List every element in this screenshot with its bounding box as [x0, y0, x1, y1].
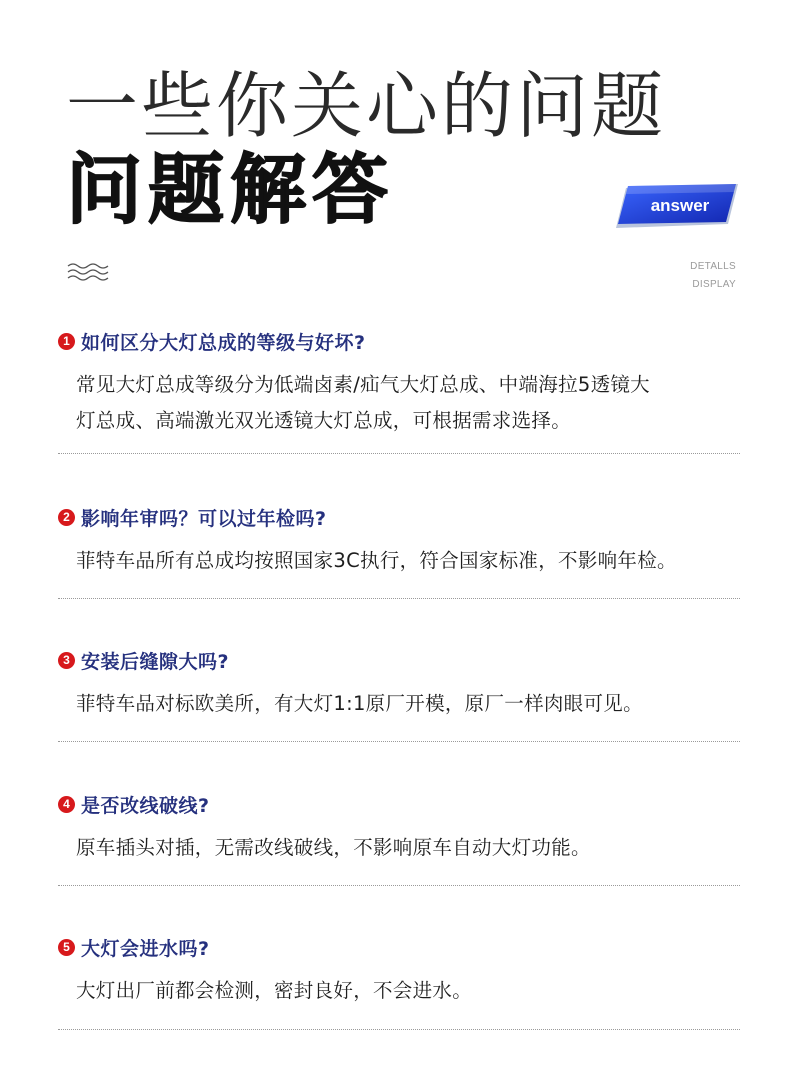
- answer-badge: [616, 184, 740, 228]
- faq-question-row: [58, 790, 740, 818]
- dotted-divider: [58, 885, 740, 886]
- faq-answer: [76, 543, 740, 579]
- faq-question-row: [58, 327, 740, 355]
- faq-answer-line: 灯总成、高端激光双光透镜大灯总成，可根据需求选择。: [76, 409, 572, 432]
- faq-question: 如何区分大灯总成的等级与好坏?: [81, 331, 366, 354]
- details-line-1: DETALLS: [690, 261, 736, 272]
- faq-answer-line: 菲特车品对标欧美所，有大灯1:1原厂开模，原厂一样肉眼可见。: [76, 692, 643, 715]
- number-badge-icon: 5: [58, 939, 75, 956]
- faq-item-2: [58, 503, 740, 579]
- wave-icon: [67, 262, 111, 282]
- dotted-divider: [58, 741, 740, 742]
- faq-item-5: [58, 933, 740, 1009]
- faq-answer-line: 菲特车品所有总成均按照国家3C执行，符合国家标准，不影响年检。: [76, 549, 677, 572]
- page-title-light: 一些你关心的问题: [66, 64, 667, 148]
- faq-answer: [76, 686, 740, 722]
- dotted-divider: [58, 453, 740, 454]
- page-title-bold: 问题解答: [66, 145, 394, 234]
- number-badge-icon: 1: [58, 333, 75, 350]
- faq-answer-line: 原车插头对插，无需改线破线，不影响原车自动大灯功能。: [76, 836, 591, 859]
- dotted-divider: [58, 1029, 740, 1030]
- faq-answer-line: 大灯出厂前都会检测，密封良好，不会进水。: [76, 979, 473, 1002]
- faq-question: 大灯会进水吗?: [81, 937, 210, 960]
- faq-question: 是否改线破线?: [81, 794, 210, 817]
- faq-question: 安装后缝隙大吗?: [81, 650, 230, 673]
- faq-answer-line: 常见大灯总成等级分为低端卤素/疝气大灯总成、中端海拉5透镜大: [76, 373, 650, 396]
- dotted-divider: [58, 598, 740, 599]
- faq-answer: [76, 367, 740, 439]
- faq-item-1: [58, 327, 740, 439]
- faq-question-row: [58, 646, 740, 674]
- number-badge-icon: 3: [58, 652, 75, 669]
- faq-answer: [76, 830, 740, 866]
- faq-item-3: [58, 646, 740, 722]
- faq-item-4: [58, 790, 740, 866]
- faq-answer: [76, 973, 740, 1009]
- faq-question-row: [58, 503, 740, 531]
- details-line-2: DISPLAY: [692, 279, 736, 290]
- details-display-label: [690, 258, 736, 294]
- number-badge-icon: 4: [58, 796, 75, 813]
- faq-question-row: [58, 933, 740, 961]
- answer-badge-label: answer: [650, 196, 710, 215]
- faq-question: 影响年审吗？可以过年检吗?: [81, 507, 327, 530]
- number-badge-icon: 2: [58, 509, 75, 526]
